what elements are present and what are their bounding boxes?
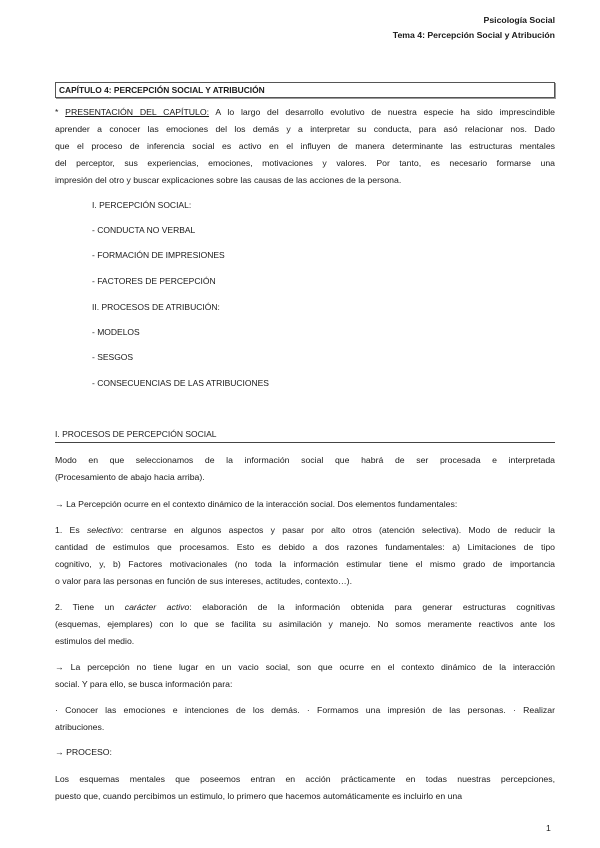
intro-label: PRESENTACIÓN DEL CAPÍTULO: — [65, 107, 210, 117]
body-line: (esquemas, ejemplares) con lo que se facilita su asimilación y manejo. No somos meramente reactivos ante los — [55, 619, 555, 629]
intro-line: que el proceso de inferencia social es activo en el influyen de manera determinante las estructuras mentales — [55, 141, 555, 151]
outline-item: I. PERCEPCIÓN SOCIAL: — [92, 200, 192, 210]
text: : centrarse en algunos aspectos y pasar por alto otros (atención selectiva). Modo de reducir la — [120, 525, 555, 535]
outline-item: - SESGOS — [92, 352, 134, 362]
outline-item: - FORMACIÓN DE IMPRESIONES — [92, 250, 225, 260]
intro-line — [55, 106, 555, 118]
outline-item: - CONDUCTA NO VERBAL — [92, 225, 196, 235]
intro-line: aprender a conocer las emociones del los demás y a interpretar su conducta, para asó relacionar nos. Dado — [55, 124, 555, 134]
body-line: cantidad de estimulos que procesamos. Esto es debido a dos razones fundamentales: a) Limitaciones de tipo — [55, 542, 555, 552]
body-line: → La percepción no tiene lugar en un vacio social, son que ocurre en el contexto dinámico de la interacción — [55, 662, 555, 672]
emphasis: selectivo — [86, 525, 121, 535]
body-line: → La Percepción ocurre en el contexto dinámico de la interacción social. Dos elementos fundamentales: — [55, 499, 458, 509]
body-line — [55, 524, 555, 536]
body-line: social. Y para ello, se busca información para: — [55, 679, 233, 689]
body-line: → PROCESO: — [55, 747, 112, 757]
intro-line: del perceptor, sus experiencias, emociones, motivaciones y valores. Por tanto, es necesario formarse una — [55, 158, 555, 168]
body-line: (Procesamiento de abajo hacia arriba). — [55, 472, 205, 482]
intro-text: A lo largo del desarrollo evolutivo de nuestra especie ha sido imprescindible — [209, 107, 555, 117]
section-title: I. PROCESOS DE PERCEPCIÓN SOCIAL — [55, 428, 555, 443]
emphasis: carácter activo — [124, 602, 190, 612]
body-line: · Conocer las emociones e intenciones de los demás. · Formamos una impresión de las personas. · Realizar — [55, 705, 555, 715]
outline-item: - FACTORES DE PERCEPCIÓN — [92, 276, 216, 286]
body-line: Modo en que seleccionamos de la información social que habrá de ser procesada e interpretada — [55, 455, 555, 465]
text: 2. Tiene un — [55, 602, 125, 612]
text: 1. Es — [55, 525, 87, 535]
header-topic: Tema 4: Percepción Social y Atribución — [392, 30, 555, 40]
outline-item: - MODELOS — [92, 327, 140, 337]
chapter-title: CAPÍTULO 4: PERCEPCIÓN SOCIAL Y ATRIBUCIÓN — [59, 85, 265, 95]
intro-prefix: * — [55, 107, 66, 117]
outline-item: II. PROCESOS DE ATRIBUCIÓN: — [92, 302, 220, 312]
body-line — [55, 601, 555, 613]
body-line: Los esquemas mentales que poseemos entran en acción prácticamente en todas nuestras percepciones, — [55, 774, 555, 784]
body-line: cognitivo, y, b) Factores motivacionales (no toda la información estimular tiene el mismo grado de importancia — [55, 559, 555, 569]
body-line: atribuciones. — [55, 722, 105, 732]
page-number: 1 — [546, 823, 551, 833]
chapter-title-box — [55, 82, 555, 98]
intro-line: impresión del otro y buscar explicaciones sobre las causas de las acciones de la persona. — [55, 175, 402, 185]
body-line: o valor para las personas en función de sus intereses, actitudes, contexto…). — [55, 576, 352, 586]
outline-item: - CONSECUENCIAS DE LAS ATRIBUCIONES — [92, 378, 269, 388]
header-subject: Psicología Social — [483, 15, 555, 25]
body-line: puesto que, cuando percibimos un estimulo, lo primero que hacemos automáticamente es incluirlo en una — [55, 791, 463, 801]
body-line: estimulos del medio. — [55, 636, 135, 646]
text: : elaboración de la información obtenida para generar estructuras cognitivas — [189, 602, 555, 612]
